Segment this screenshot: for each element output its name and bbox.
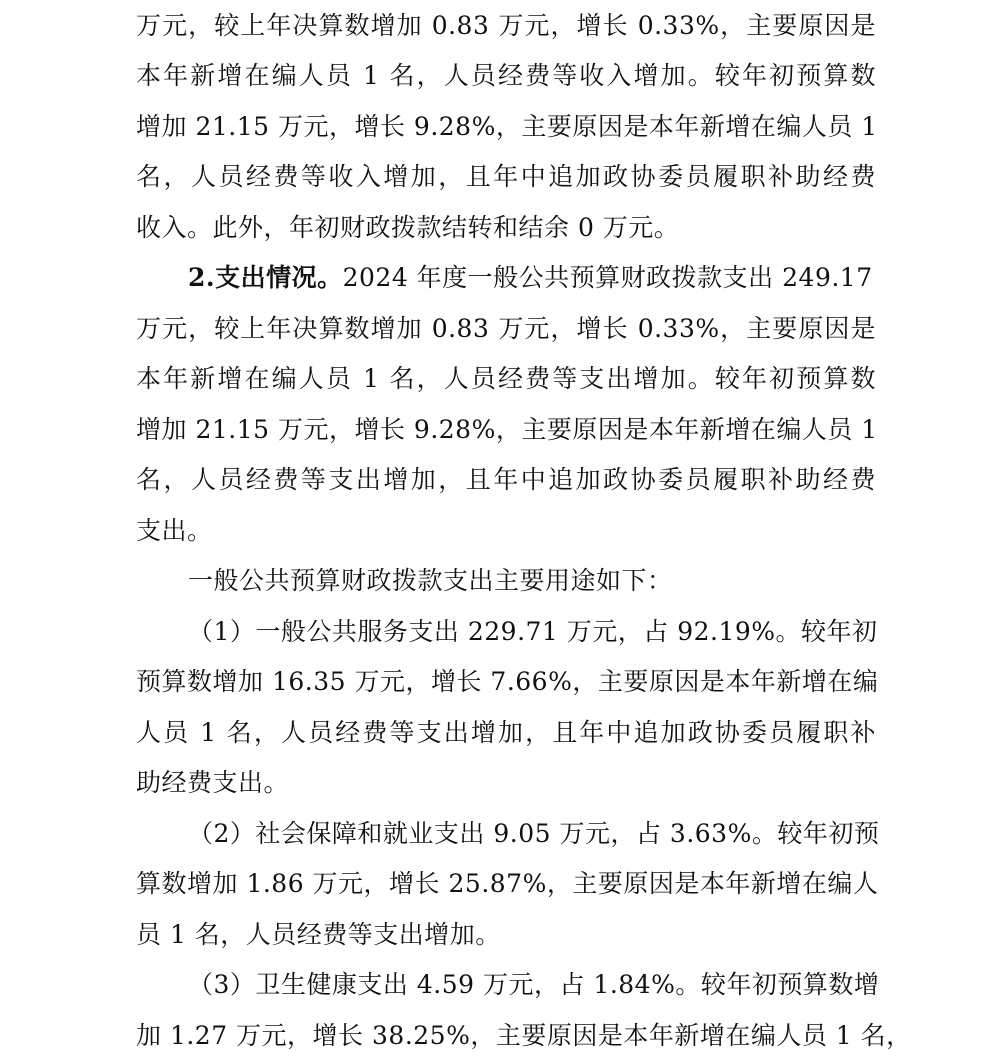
income-line-5: 收入。此外，年初财政拨款结转和结余 0 万元。 <box>136 213 680 242</box>
usage-intro: 一般公共预算财政拨款支出主要用途如下： <box>188 566 673 595</box>
income-line-2: 本年新增在编人员 1 名，人员经费等收入增加。较年初预算数 <box>136 61 876 90</box>
item2-line-2: 算数增加 1.86 万元，增长 25.87%，主要原因是本年新增在编人 <box>136 869 879 898</box>
item2-line-3: 员 1 名，人员经费等支出增加。 <box>136 920 501 949</box>
item2-line-1: （2）社会保障和就业支出 9.05 万元，占 3.63%。较年初预 <box>188 819 880 848</box>
income-line-4: 名，人员经费等收入增加，且年中追加政协委员履职补助经费 <box>136 162 876 191</box>
expense-line-3: 本年新增在编人员 1 名，人员经费等支出增加。较年初预算数 <box>136 364 876 393</box>
expense-heading: 2.支出情况。 <box>188 263 343 292</box>
income-line-3: 增加 21.15 万元，增长 9.28%，主要原因是本年新增在编人员 1 <box>136 112 878 141</box>
expense-first-line <box>188 261 876 295</box>
expense-line-6: 支出。 <box>136 516 213 545</box>
item1-line-1: （1）一般公共服务支出 229.71 万元，占 92.19%。较年初 <box>188 617 878 646</box>
income-line-1: 万元，较上年决算数增加 0.83 万元，增长 0.33%，主要原因是 <box>136 11 876 40</box>
item1-line-3: 人员 1 名，人员经费等支出增加，且年中追加政协委员履职补 <box>136 718 876 747</box>
expense-line-2: 万元，较上年决算数增加 0.83 万元，增长 0.33%，主要原因是 <box>136 314 876 343</box>
item1-line-2: 预算数增加 16.35 万元，增长 7.66%，主要原因是本年新增在编 <box>136 667 879 696</box>
expense-line-4: 增加 21.15 万元，增长 9.28%，主要原因是本年新增在编人员 1 <box>136 415 878 444</box>
item3-line-1: （3）卫生健康支出 4.59 万元，占 1.84%。较年初预算数增 <box>188 970 880 999</box>
expense-line-5: 名，人员经费等支出增加，且年中追加政协委员履职补助经费 <box>136 465 876 494</box>
expense-line-1: 2024 年度一般公共预算财政拨款支出 249.17 <box>342 263 873 292</box>
item1-line-4: 助经费支出。 <box>136 768 290 797</box>
item3-line-2: 加 1.27 万元，增长 38.25%，主要原因是本年新增在编人员 1 名， <box>136 1021 912 1050</box>
